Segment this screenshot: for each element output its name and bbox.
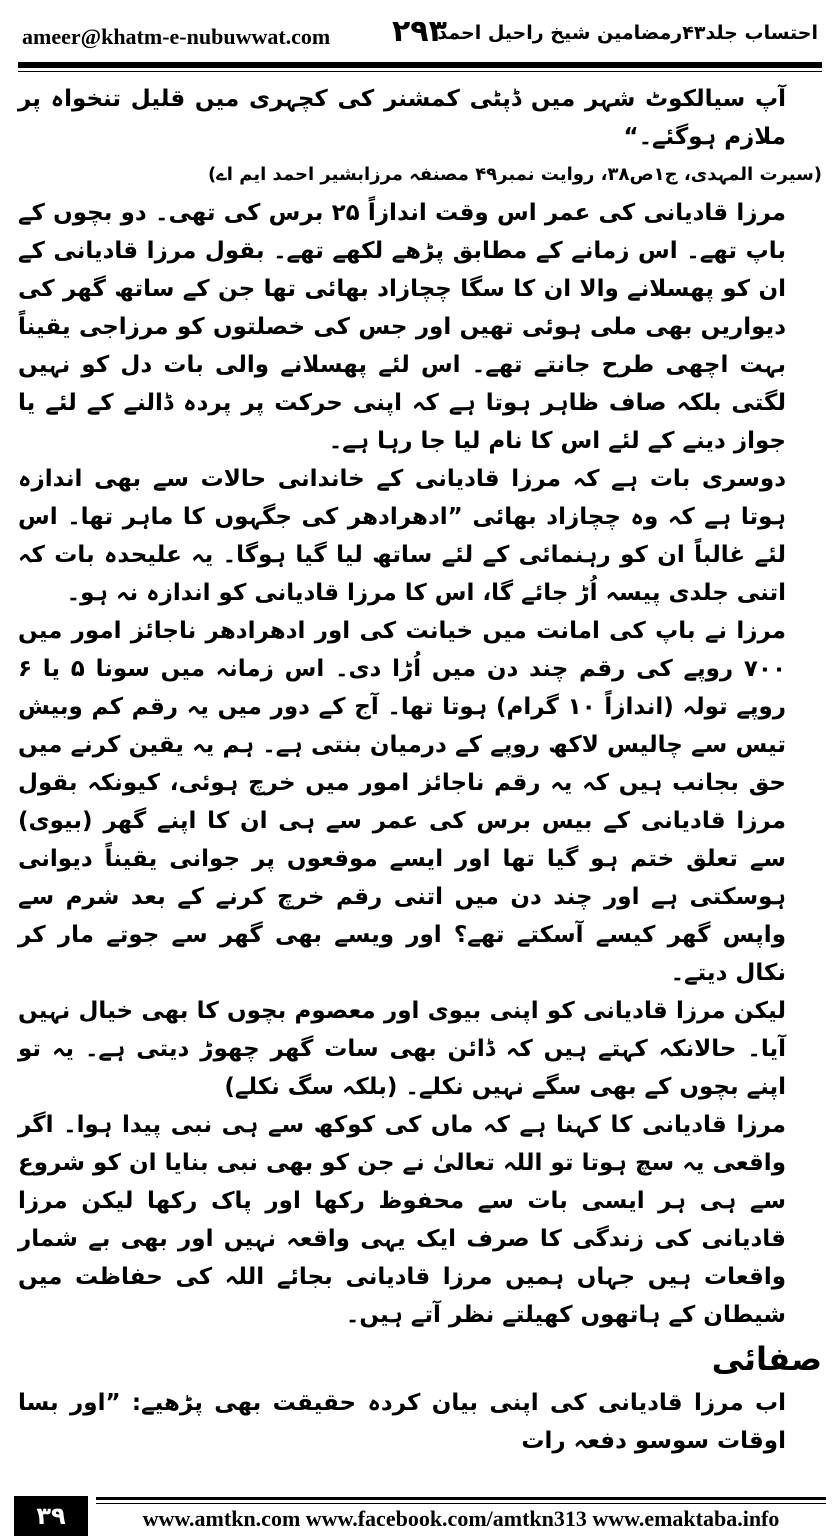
header-email[interactable]: ameer@khatm-e-nubuwwat.com [22,24,331,49]
footer-rule-thick [96,1497,826,1500]
paragraph-5: مرزا قادیانی کا کہنا ہے کہ ماں کی کوکھ سے ہی نبی پیدا ہوا۔ اگر واقعی یہ سچ ہوتا تو اللہ تعالیٰ نے جن کو بھی نبی بنایا ان کو شروع سے ہی ہر ایسی بات سے محفوظ رکھا اور پاک رکھا لیکن مرزا قادیانی کی زندگی کا صرف ایک یہی واقعہ نہیں اور بھی بے شمار واقعات ہیں جہاں ہمیں مرزا قادیانی بجائے اللہ کی حفاظت میں شیطان کے ہاتھوں کھیلتے نظر آتے ہیں۔ [18,1112,786,1328]
footer-rule-thin [96,1503,826,1504]
paragraph-1: مرزا قادیانی کی عمر اس وقت اندازاً ۲۵ برس کی تھی۔ دو بچوں کے باپ تھے۔ اس زمانے کے مطابق پڑھے لکھے تھے۔ بقول مرزا قادیانی کے ان کو پھسلانے والا ان کا سگا چچازاد بھائی تھا جن کے ساتھ گھر کی دیواریں بھی ملی ہوئی تھیں اور جس کی خصلتوں کو مرزاجی یقیناً بہت اچھی طرح جانتے تھے۔ اس لئے پھسلانے والی بات دل کو نہیں لگتی بلکہ صاف ظاہر ہوتا ہے کہ اپنی حرکت پر پردہ ڈالنے کے لئے یا جواز دینے کے لئے اس کا نام لیا جا رہا ہے۔ [18,200,787,454]
header-page-number: ۲۹۳ [392,14,447,49]
quote-closing-line: آپ سیالکوٹ شہر میں ڈپٹی کمشنر کی کچہری میں قلیل تنخواہ پر ملازم ہوگئے۔“ [18,86,786,150]
footer-page-number: ۳۹ [14,1496,88,1536]
paragraph-3: مرزا نے باپ کی امانت میں خیانت کی اور ادھرادھر ناجائز امور میں ۷۰۰ روپے کی رقم چند دن میں اُڑا دی۔ اس زمانہ میں سونا ۵ یا ۶ روپے تولہ (اندازاً ۱۰ گرام) ہوتا تھا۔ آج کے دور میں یہ رقم کم وبیش تیس سے چالیس لاکھ روپے کے درمیان بنتی ہے۔ ہم یہ یقین کرنے میں حق بجانب ہیں کہ یہ رقم ناجائز امور میں خرچ ہوئی، کیونکہ بقول مرزا قادیانی کے بیس برس کی عمر سے ہی ان کا اپنے گھر (بیوی) سے تعلق ختم ہو گیا تھا اور ایسے موقعوں پر جوانی یقیناً دیوانی ہوسکتی ہے اور چند دن میں اتنی رقم خرچ کرنے کے بعد شرم سے واپس گھر کیسے آسکتے تھے؟ اور ویسے بھی گھر سے جوتے مار کر نکال دیتے۔ [18,618,787,986]
header-rule-thick [18,62,822,68]
paragraph-2: دوسری بات ہے کہ مرزا قادیانی کے خاندانی حالات سے بھی اندازہ ہوتا ہے کہ وہ چچازاد بھائی ”ادھرادھر کی جگہوں کا ماہر تھا۔ اس لئے غالباً ان کو رہنمائی کے لئے ساتھ لیا گیا ہوگا۔ یہ علیحدہ بات کہ اتنی جلدی پیسہ اُڑ جائے گا، اس کا مرزا قادیانی کو اندازہ نہ ہو۔ [18,466,786,606]
paragraph-4: لیکن مرزا قادیانی کو اپنی بیوی اور معصوم بچوں کا بھی خیال نہیں آیا۔ حالانکہ کہتے ہیں کہ ڈائن بھی سات گھر چھوڑ دیتی ہے۔ یہ تو اپنے بچوں کے بھی سگے نہیں نکلے۔ (بلکہ سگ نکلے) [18,998,786,1100]
paragraph-6: اب مرزا قادیانی کی اپنی بیان کردہ حقیقت بھی پڑھیے: ”اور بسا اوقات سوسو دفعہ رات [18,1390,786,1454]
citation: (سیرت المہدی، ج۱ص۳۸، روایت نمبر۴۹ مصنفہ مرزابشیر احمد ایم اے) [208,164,822,185]
section-heading: صفائی [711,1340,822,1378]
page-header [18,14,822,58]
footer-links[interactable]: www.amtkn.com www.facebook.com/amtkn313 www.emaktaba.info [142,1506,780,1531]
header-rule-thin [18,71,822,72]
header-book-title: احتساب جلد۴۳رمضامین شیخ راحیل احمد [437,22,818,44]
article-body [18,80,822,1480]
